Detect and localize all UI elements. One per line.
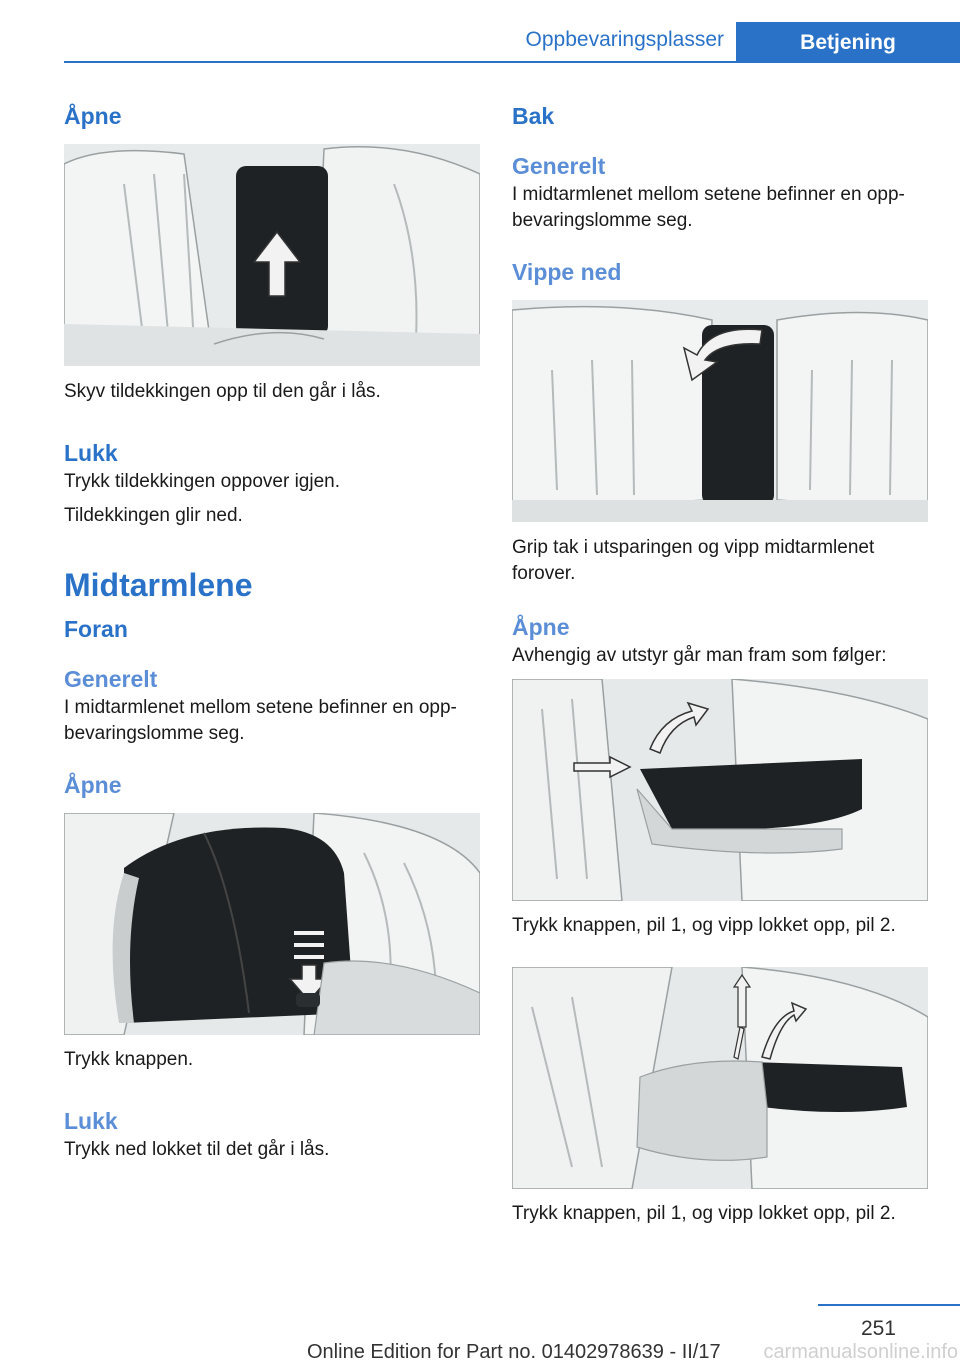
text-lukk-1: Trykk tildekkingen oppover igjen.: [64, 471, 340, 492]
caption-vippe-ned: Grip tak i utsparingen og vipp midtarmlenet forover.: [512, 537, 875, 584]
heading-apne-2: Åpne: [64, 772, 122, 798]
figure-seat-cover-open: [64, 144, 480, 366]
text-lukk-2: Tildekkingen glir ned.: [64, 505, 243, 526]
heading-generelt-bak: Generelt: [512, 153, 606, 179]
text-generelt-bak: I midtarmlenet mellom setene befinner en opp-bevaringslomme seg.: [512, 184, 905, 231]
figure-rear-armrest-2: [512, 967, 928, 1189]
text-generelt: I midtarmlenet mellom setene befinner en opp-bevaringslomme seg.: [64, 697, 457, 744]
watermark-text: carmanualsonline.info: [763, 1341, 958, 1363]
header-section-title: Oppbevaringsplasser: [525, 28, 724, 51]
page-number: 251: [860, 1317, 896, 1340]
header-rule: [64, 61, 960, 63]
page-header: [0, 0, 960, 62]
caption-fig3: Trykk knappen, pil 1, og vipp lokket opp, pil 2.: [512, 915, 896, 936]
right-column: [512, 100, 928, 1227]
heading-foran: Foran: [64, 616, 128, 642]
caption-apne: Skyv tildekkingen opp til den går i lås.: [64, 381, 381, 402]
heading-lukk: Lukk: [64, 440, 118, 466]
heading-generelt: Generelt: [64, 666, 158, 692]
text-lukk-2b: Trykk ned lokket til det går i lås.: [64, 1139, 330, 1160]
edition-line: Online Edition for Part no. 01402978639 - II/17: [307, 1341, 721, 1363]
header-chapter-tab: Betjening: [736, 22, 960, 63]
heading-vippe-ned: Vippe ned: [512, 259, 622, 285]
figure-rear-fold-down: [512, 300, 928, 522]
footer-rule: [818, 1304, 960, 1306]
heading-apne-bak: Åpne: [512, 614, 570, 640]
text-apne-bak: Avhengig av utstyr går man fram som følger:: [512, 645, 887, 666]
caption-fig4: Trykk knappen, pil 1, og vipp lokket opp, pil 2.: [512, 1203, 896, 1224]
heading-midtarmlene: Midtarmlene: [64, 567, 253, 603]
caption-apne-2: Trykk knappen.: [64, 1049, 194, 1070]
heading-bak: Bak: [512, 103, 555, 129]
heading-lukk-2: Lukk: [64, 1108, 118, 1134]
figure-front-armrest: [64, 813, 480, 1035]
figure-rear-armrest-1: [512, 679, 928, 901]
heading-apne: Åpne: [64, 103, 122, 129]
left-column: [64, 100, 480, 1163]
